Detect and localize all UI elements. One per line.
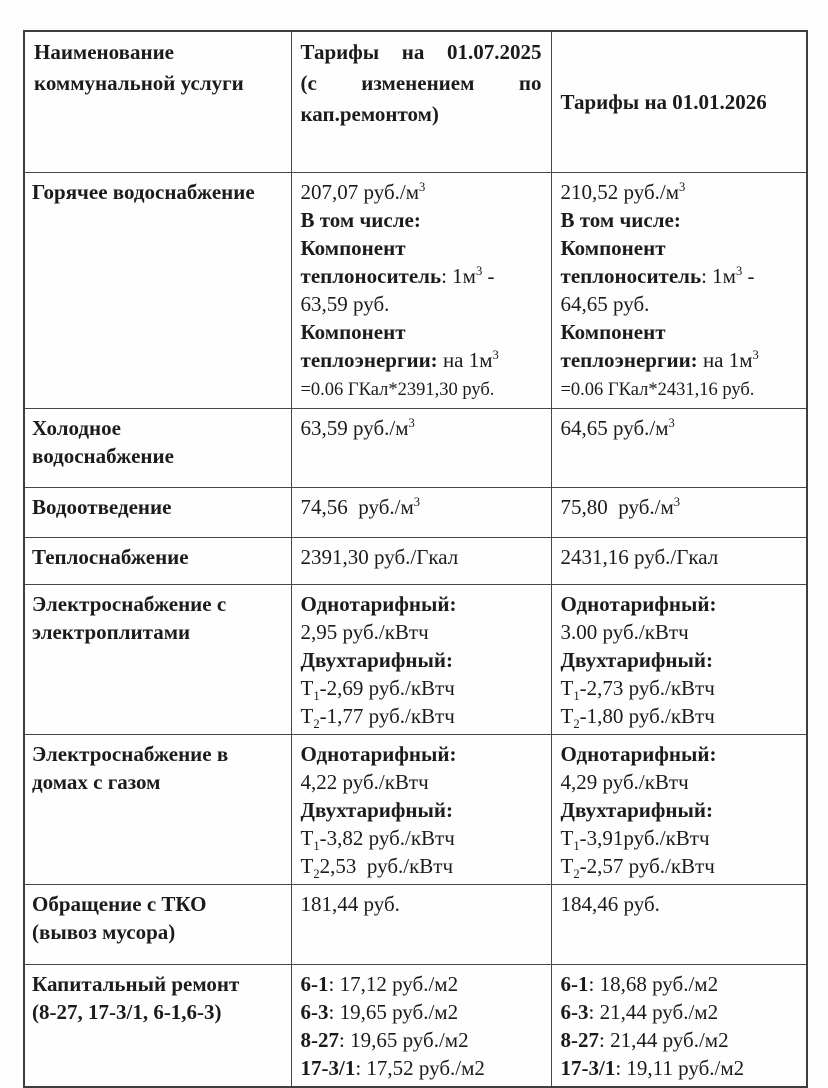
cell-line: Двухтарифный: (300, 798, 454, 822)
cell-line: домах с газом (32, 770, 161, 794)
cell-line: 74,56 $руб./м^3$ (300, 495, 421, 519)
cell-line: 63,59 $руб./м^3$ (300, 416, 415, 440)
cell-line: водоснабжение (32, 444, 174, 468)
tariff-2025-cell (291, 585, 551, 735)
tariff-2026-cell (551, 538, 807, 585)
tariff-2025-cell (291, 735, 551, 885)
cell-line: Горячее водоснабжение (32, 180, 255, 204)
header-service (24, 31, 291, 173)
cell-line: 2,95 руб./кВтч (300, 620, 429, 644)
table-row (24, 173, 807, 409)
cell-line: Капитальный ремонт (32, 972, 240, 996)
cell-line: 17-3/1: 19,11 руб./м2 (560, 1056, 745, 1080)
cell-line: 8-27: 21,44 руб./м2 (560, 1028, 729, 1052)
cell-line: 75,80 $руб./м^3$ (560, 495, 681, 519)
cell-line: Водоотведение (32, 495, 172, 519)
table-row (24, 735, 807, 885)
cell-line: Двухтарифный: (300, 648, 454, 672)
cell-line: (с изменением по (300, 71, 542, 95)
cell-line: $Т_1-2,69$ руб./кВтч (300, 676, 455, 704)
cell-line: =0.06 ГКал*2391,30 руб. (300, 380, 495, 400)
header-tariff-2025 (291, 31, 551, 173)
cell-line: В том числе: (560, 208, 681, 232)
tariff-2025-cell (291, 409, 551, 488)
cell-line: коммунальной услуги (34, 71, 244, 95)
tariff-2025-cell (291, 965, 551, 1088)
cell-line: (8-27, 17-3/1, 6-1,6-3) (32, 1000, 222, 1024)
service-name-cell (24, 885, 291, 965)
cell-line: 4,29 руб./кВтч (560, 770, 689, 794)
cell-line: 181,44 руб. (300, 892, 400, 916)
tariff-2026-cell (551, 965, 807, 1088)
tariff-table-header (24, 31, 807, 173)
service-name-cell (24, 538, 291, 585)
service-name-cell (24, 965, 291, 1088)
cell-line: $Т_22,53$ руб./кВтч (300, 854, 454, 882)
cell-line: теплоэнергии: на $1м^3$ (560, 348, 759, 372)
service-name-cell (24, 488, 291, 538)
cell-line: Двухтарифный: (560, 648, 714, 672)
table-row (24, 488, 807, 538)
cell-line: Теплоснабжение (32, 545, 189, 569)
cell-line: 4,22 руб./кВтч (300, 770, 429, 794)
cell-line: 184,46 руб. (560, 892, 660, 916)
cell-line: 64,65 $руб./м^3$ (560, 416, 675, 440)
header-tariff-2026-label: Тарифы на 01.01.2026 (560, 90, 767, 114)
cell-line: электроплитами (32, 620, 191, 644)
cell-line: $Т_2-1,80$ руб./кВтч (560, 704, 715, 732)
tariff-2025-cell (291, 885, 551, 965)
cell-line: $Т_1-2,73$ руб./кВтч (560, 676, 715, 704)
cell-line: Тарифы на 01.07.2025 (300, 40, 542, 64)
cell-line: Компонент (300, 236, 406, 260)
header-row (24, 31, 807, 173)
cell-line: Однотарифный: (300, 592, 457, 616)
cell-line: Компонент (560, 320, 666, 344)
cell-line: 6-3: 21,44 руб./м2 (560, 1000, 719, 1024)
cell-line: 3.00 руб./кВтч (560, 620, 689, 644)
cell-line: 207,07 $руб./м^3$ (300, 180, 426, 204)
tariff-2026-cell (551, 585, 807, 735)
cell-line: 6-3: 19,65 руб./м2 (300, 1000, 459, 1024)
service-name-cell (24, 585, 291, 735)
cell-line: Двухтарифный: (560, 798, 714, 822)
cell-line: 63,59 руб. (300, 292, 390, 316)
cell-line: Холодное (32, 416, 121, 440)
tariff-2025-cell (291, 538, 551, 585)
tariff-table (23, 30, 808, 1088)
cell-line: Электроснабжение с (32, 592, 227, 616)
cell-line: Обращение с ТКО (32, 892, 207, 916)
cell-line: 2431,16 руб./Гкал (560, 545, 719, 569)
cell-line: теплоноситель: $1м^3$ - (560, 264, 755, 288)
cell-line: $Т_2-2,57$ руб./кВтч (560, 854, 715, 882)
cell-line: Однотарифный: (300, 742, 457, 766)
cell-line: Компонент (300, 320, 406, 344)
cell-line: $Т_2-1,77$ руб./кВтч (300, 704, 455, 732)
cell-line: Компонент (560, 236, 666, 260)
cell-line: теплоноситель: $1м^3$ - (300, 264, 495, 288)
table-row (24, 965, 807, 1088)
tariff-2026-cell (551, 885, 807, 965)
tariff-2025-cell (291, 488, 551, 538)
cell-line: 210,52 $руб./м^3$ (560, 180, 686, 204)
cell-line: кап.ремонтом) (300, 102, 439, 126)
cell-line: =0.06 ГКал*2431,16 руб. (560, 380, 755, 400)
table-row (24, 885, 807, 965)
tariff-2026-cell (551, 735, 807, 885)
header-tariff-2026 (551, 31, 807, 173)
service-name-cell (24, 173, 291, 409)
service-name-cell (24, 735, 291, 885)
tariff-2026-cell (551, 488, 807, 538)
table-row (24, 538, 807, 585)
table-row (24, 585, 807, 735)
cell-line: 8-27: 19,65 руб./м2 (300, 1028, 469, 1052)
cell-line: теплоэнергии: на $1м^3$ (300, 348, 499, 372)
tariff-2026-cell (551, 409, 807, 488)
cell-line: $Т_1-3,82$ руб./кВтч (300, 826, 455, 854)
cell-line: 6-1: 18,68 руб./м2 (560, 972, 719, 996)
cell-line: Наименование (34, 40, 174, 64)
cell-line: В том числе: (300, 208, 421, 232)
cell-line: (вывоз мусора) (32, 920, 176, 944)
tariff-table-body (24, 173, 807, 1088)
cell-line: 2391,30 руб./Гкал (300, 545, 459, 569)
cell-line: 64,65 руб. (560, 292, 650, 316)
cell-line: Однотарифный: (560, 592, 717, 616)
cell-line: 17-3/1: 17,52 руб./м2 (300, 1056, 485, 1080)
cell-line: Однотарифный: (560, 742, 717, 766)
tariff-2025-cell (291, 173, 551, 409)
table-row (24, 409, 807, 488)
tariff-2026-cell (551, 173, 807, 409)
cell-line: Электроснабжение в (32, 742, 229, 766)
service-name-cell (24, 409, 291, 488)
cell-line: 6-1: 17,12 руб./м2 (300, 972, 459, 996)
cell-line: $Т_1-3,91руб$./кВтч (560, 826, 710, 854)
